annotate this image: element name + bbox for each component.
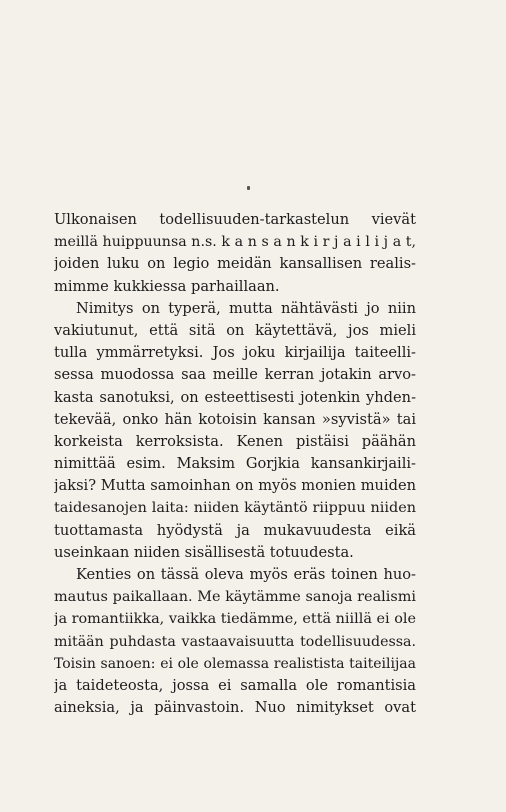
text-line: nimittää esim. Maksim Gorjkia kansankirjaili-	[54, 455, 416, 473]
text-line: ja romantiikka, vaikka tiedämme, että niillä ei ole	[54, 611, 416, 628]
text-line: joiden luku on legio meidän kansallisen realis-	[54, 255, 416, 273]
text-line: useinkaan niiden sisällisestä totuudesta.	[54, 543, 354, 561]
text-line: aineksia, ja päinvastoin. Nuo nimitykset ovat	[54, 699, 416, 717]
paragraph-1	[54, 209, 416, 298]
paragraph-3	[54, 564, 416, 719]
text-line: mimme kukkiessa parhaillaan.	[54, 277, 280, 295]
text-line: kasta sanotuksi, on esteettisesti jotenkin yhden-	[54, 388, 416, 406]
text-line: Toisin sanoen: ei ole olemassa realistista taiteilijaa	[54, 655, 416, 672]
text-line: meillä huippuunsa n.s. k a n s a n k i r j a i l i j a t,	[54, 234, 416, 251]
print-speck	[247, 186, 250, 190]
text-line: ja taideteosta, jossa ei samalla ole romantisia	[54, 676, 416, 694]
body-text	[54, 209, 416, 719]
text-line: jaksi? Mutta samoinhan on myös monien muiden	[54, 477, 416, 495]
text-line: vakiutunut, että sitä on käytettävä, jos mieli	[54, 321, 416, 339]
text-line: tulla ymmärretyksi. Jos joku kirjailija taiteelli-	[54, 344, 416, 362]
text-line: taidesanojen laita: niiden käytäntö riippuu niiden	[54, 500, 416, 517]
text-line: Ulkonaisen todellisuuden-tarkastelun vievät	[54, 211, 416, 228]
paragraph-2	[54, 298, 416, 564]
text-line: tekevää, onko hän kotoisin kansan »syvistä» tai	[54, 410, 416, 428]
text-line: korkeista kerroksista. Kenen pistäisi päähän	[54, 432, 416, 450]
text-line: Nimitys on typerä, mutta nähtävästi jo niin	[76, 299, 416, 317]
text-line: mitään puhdasta vastaavaisuutta todellisuudessa.	[54, 633, 416, 650]
text-line: sessa muodossa saa meille kerran jotakin arvo-	[54, 366, 416, 384]
text-line: mautus paikallaan. Me käytämme sanoja realismi	[54, 589, 416, 606]
text-line: tuottamasta hyödystä ja mukavuudesta eikä	[54, 521, 416, 539]
text-line: Kenties on tässä oleva myös eräs toinen huo-	[76, 566, 416, 583]
